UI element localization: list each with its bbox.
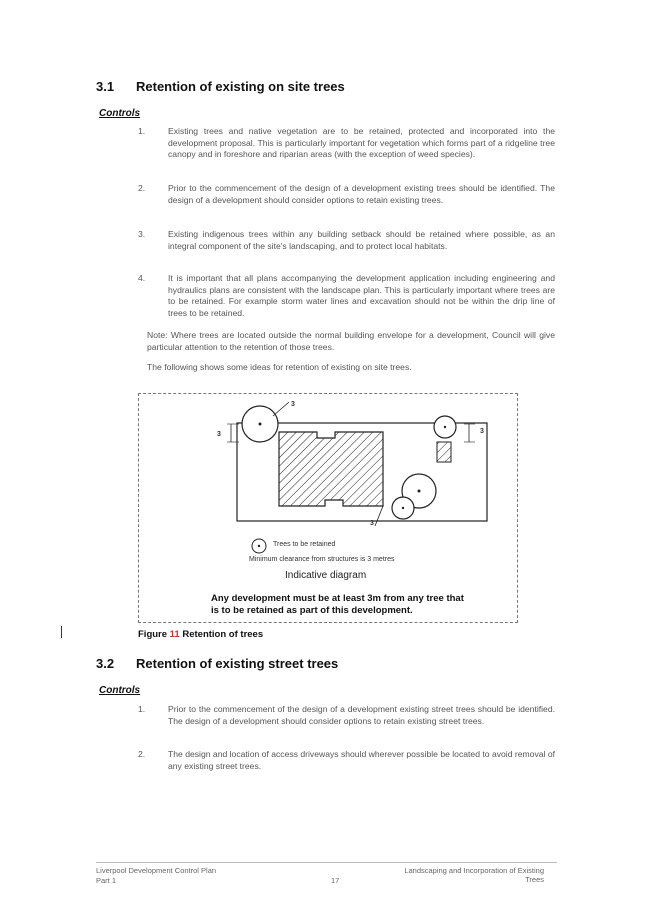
dimension-label: 3 bbox=[217, 431, 221, 438]
footer-right: Landscaping and Incorporation of Existing Trees bbox=[404, 866, 544, 884]
legend-trees-label: Trees to be retained bbox=[273, 541, 336, 548]
list-item: 3. Existing indigenous trees within any building setback should be retained where possible, as an integral component of the site's landscaping, and to protect local habitats. bbox=[138, 229, 555, 251]
figure-caption: Figure 11 Retention of trees bbox=[138, 629, 264, 640]
controls-label: Controls bbox=[99, 108, 141, 119]
footer-rule bbox=[96, 862, 557, 863]
intro-paragraph: The following shows some ideas for retention of existing on site trees. bbox=[147, 362, 412, 372]
footer-left-line2: Part 1 bbox=[96, 876, 117, 885]
dimension-label: 3 bbox=[291, 401, 295, 408]
rule-line-1: Any development must be at least 3m from any tree that bbox=[211, 593, 464, 604]
small-structure bbox=[437, 442, 451, 462]
section-title: Retention of existing street trees bbox=[136, 656, 339, 671]
section-heading-3-1 bbox=[96, 79, 345, 94]
building-footprint bbox=[279, 432, 383, 506]
list-item: 2. Prior to the commencement of the design of a development existing trees should be identified. The design of a development should consider options to retain existing trees. bbox=[138, 183, 555, 205]
change-bar bbox=[61, 626, 62, 638]
figure-box bbox=[138, 393, 518, 623]
section-number: 3.1 bbox=[96, 79, 115, 94]
list-item: 4. It is important that all plans accompanying the development application including engineering and hydraulics plans are consistent with the landscape plan. This is particularly important where trees are to be retained. For example storm water lines and excavation should not be within the drip line of trees to be retained. bbox=[138, 273, 555, 318]
note-paragraph: Note: Where trees are located outside the normal building envelope for a development, Council will give particular attention to the retention of those trees. bbox=[147, 330, 555, 352]
legend-clearance-label: Minimum clearance from structures is 3 metres bbox=[249, 556, 395, 563]
controls-label: Controls bbox=[99, 685, 141, 696]
list-item: 1. Existing trees and native vegetation are to be retained, protected and incorporated into the development proposal. This is particularly important for vegetation which forms part of a ridgeline tree canopy and in foreshore and riparian areas (with the exception of weed species). bbox=[138, 126, 555, 160]
list-item: 1. Prior to the commencement of the design of a development existing street trees should be identified. The design of a development should consider options to retain existing street trees. bbox=[138, 704, 555, 726]
section-heading-3-2 bbox=[96, 656, 338, 671]
list-item: 2. The design and location of access driveways should wherever possible be located to avoid removal of any existing street trees. bbox=[138, 749, 555, 771]
section-number: 3.2 bbox=[96, 656, 115, 671]
retention-diagram bbox=[139, 394, 517, 622]
dimension-label: 3 bbox=[370, 520, 374, 527]
section-title: Retention of existing on site trees bbox=[136, 79, 345, 94]
page-number: 17 bbox=[331, 876, 340, 885]
indicative-diagram-label: Indicative diagram bbox=[285, 570, 367, 581]
footer-left-line1: Liverpool Development Control Plan bbox=[96, 866, 217, 875]
dimension-label: 3 bbox=[480, 428, 484, 435]
rule-line-2: is to be retained as part of this development. bbox=[211, 605, 413, 616]
